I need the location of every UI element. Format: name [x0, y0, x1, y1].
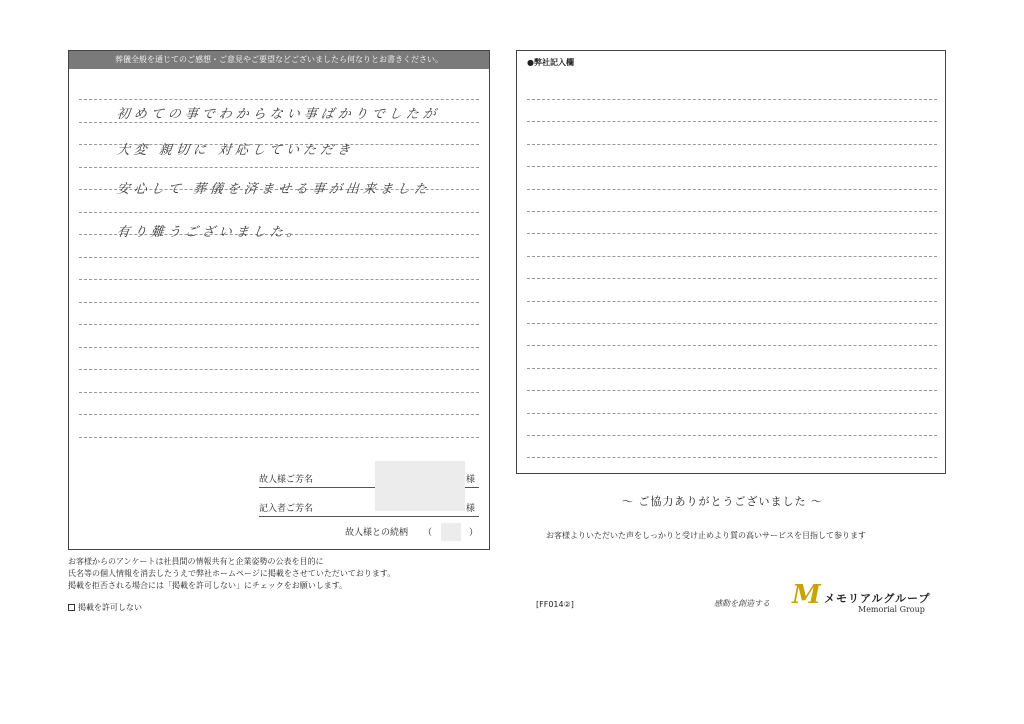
ruled-line	[79, 257, 479, 258]
thanks-subtext: お客様よりいただいた声をしっかりと受け止めより質の高いサービスを目指して参ります	[546, 531, 866, 540]
comment-box-header: 葬儀全般を通じてのご感想・ご意見やご要望などございましたら何なりとお書きください。	[69, 51, 489, 69]
ruled-line	[79, 279, 479, 280]
writer-name-suffix: 様	[466, 504, 476, 514]
notice-line-1: お客様からのアンケートは社員間の情報共有と企業姿勢の公表を目的に	[68, 557, 324, 566]
handwritten-line-2: 大変 親切に 対応していただき	[116, 143, 355, 158]
ruled-line	[79, 437, 479, 438]
ruled-line	[79, 302, 479, 303]
ruled-line	[79, 392, 479, 393]
redacted-relation	[441, 523, 461, 541]
staff-box-header: ●弊社記入欄	[527, 58, 574, 67]
ruled-line	[527, 457, 937, 458]
writer-name-underline	[259, 516, 479, 517]
writer-name-label: 記入者ご芳名	[259, 504, 314, 514]
ruled-line	[527, 99, 937, 100]
handwritten-line-3: 安心して 葬儀を済ませる事が出来ました	[116, 182, 432, 197]
ruled-line	[79, 99, 479, 100]
ruled-line	[79, 369, 479, 370]
ruled-line	[527, 278, 937, 279]
ruled-line	[527, 390, 937, 391]
comment-box	[68, 50, 490, 550]
ruled-line	[527, 301, 937, 302]
ruled-line	[527, 233, 937, 234]
relation-paren-open: （	[423, 528, 433, 538]
logo-name-en: Memorial Group	[858, 605, 925, 614]
ruled-line	[79, 324, 479, 325]
ruled-line	[527, 345, 937, 346]
thanks-message: ～ ご協力ありがとうございました ～	[622, 495, 823, 508]
no-publish-checkbox[interactable]	[68, 604, 75, 611]
ruled-line	[79, 212, 479, 213]
ruled-line	[527, 211, 937, 212]
ruled-line	[527, 413, 937, 414]
handwritten-line-4: 有り難うございました。	[116, 225, 305, 240]
ruled-line	[527, 368, 937, 369]
ruled-line	[527, 189, 937, 190]
notice-line-2: 氏名等の個人情報を消去したうえで弊社ホームページに掲載をさせていただいております。	[68, 569, 396, 578]
ruled-line	[527, 144, 937, 145]
no-publish-label: 掲載を許可しない	[78, 603, 142, 612]
logo-slogan: 感動を創造する	[714, 599, 770, 608]
staff-box	[516, 50, 946, 474]
logo-name: メモリアルグループ	[824, 592, 931, 605]
redacted-name	[375, 461, 465, 511]
relation-paren-close: ）	[469, 528, 479, 538]
ruled-line	[527, 256, 937, 257]
notice-line-3: 掲載を拒否される場合には「掲載を許可しない」にチェックをお願いします。	[68, 581, 348, 590]
handwritten-line-1: 初めての事でわからない事ばかりでしたが	[116, 107, 441, 122]
memorial-logo-icon: M	[792, 580, 821, 610]
ruled-line	[527, 166, 937, 167]
form-code: [FF014②]	[536, 600, 574, 609]
relation-label: 故人様との続柄	[345, 528, 409, 538]
ruled-line	[527, 323, 937, 324]
ruled-line	[79, 167, 479, 168]
deceased-name-suffix: 様	[466, 475, 476, 485]
ruled-line	[79, 347, 479, 348]
ruled-line	[527, 121, 937, 122]
deceased-name-label: 故人様ご芳名	[259, 475, 314, 485]
ruled-line	[79, 414, 479, 415]
ruled-line	[527, 435, 937, 436]
